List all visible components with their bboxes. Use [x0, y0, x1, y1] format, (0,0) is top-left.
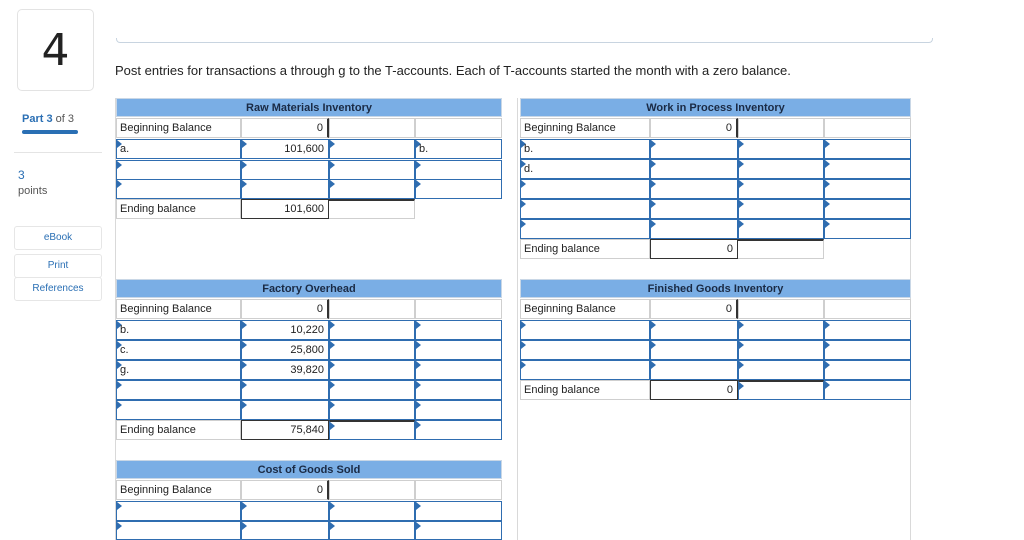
wip-credit-label-input-2[interactable]	[824, 159, 911, 179]
rm-credit-amount-input-3[interactable]	[329, 179, 415, 199]
question-number: 4	[41, 24, 70, 76]
fg-beginning-label: Beginning Balance	[524, 303, 616, 315]
fg-credit-amount-cell	[738, 299, 824, 319]
fo-debit-amount-input-4[interactable]	[241, 380, 329, 400]
rm-debit-label-input-3[interactable]	[116, 179, 241, 199]
wip-row2-label: d.	[524, 163, 534, 175]
cogs-debit-amount-input-1[interactable]	[241, 501, 329, 521]
points-value: 3	[18, 168, 25, 182]
rm-debit-amount-input-2[interactable]	[241, 160, 329, 180]
fo-row3-label: g.	[120, 364, 130, 376]
question-number-box	[17, 9, 94, 91]
fg-ending-label: Ending balance	[524, 384, 600, 396]
fo-beginning-value-cell	[241, 299, 329, 319]
fo-ending-value-cell	[241, 420, 329, 440]
cogs-title: Cost of Goods Sold	[116, 460, 502, 479]
fo-credit-label-input-1[interactable]	[415, 320, 502, 340]
fo-row2-label: c.	[120, 344, 129, 356]
wip-ending-label: Ending balance	[524, 243, 600, 255]
fo-row3-value: 39,820	[290, 364, 324, 376]
wip-debit-amount-input-3[interactable]	[650, 179, 738, 199]
wip-credit-label-input-1[interactable]	[824, 139, 911, 159]
fo-credit-amount-input-1[interactable]	[329, 320, 415, 340]
question-progress-line	[116, 38, 933, 43]
fo-beginning-label: Beginning Balance	[120, 303, 212, 315]
fo-debit-amount-input-1[interactable]	[241, 320, 329, 340]
fg-credit-amount-input-3[interactable]	[738, 360, 824, 380]
fo-beginning-label-cell	[116, 299, 241, 319]
rm-beginning-label-cell	[116, 118, 241, 138]
fg-beginning-value-cell	[650, 299, 738, 319]
fg-beginning-label-cell	[520, 299, 650, 319]
fg-ending-value: 0	[726, 384, 733, 396]
fo-debit-label-input-4[interactable]	[116, 380, 241, 400]
factory-overhead-title: Factory Overhead	[116, 279, 502, 298]
references-button[interactable]: References	[14, 277, 102, 301]
raw-materials-title: Raw Materials Inventory	[116, 98, 502, 117]
wip-credit-amount-cell	[738, 118, 824, 138]
rm-row1-value: 101,600	[284, 143, 324, 155]
fo-credit-amount-cell	[329, 299, 415, 319]
fo-credit-amount-input-5[interactable]	[329, 400, 415, 420]
fo-credit-label-input-4[interactable]	[415, 380, 502, 400]
fg-debit-amount-input-3[interactable]	[650, 360, 738, 380]
rm-credit-label-cell	[415, 118, 502, 138]
fo-debit-label-input-3[interactable]	[116, 360, 241, 380]
wip-debit-label-input-1[interactable]	[520, 139, 650, 159]
rm-ending-credit-cell	[329, 199, 415, 219]
rm-row1-right-label: b.	[419, 143, 429, 155]
instructions-text: Post entries for transactions a through g to the T-accounts. Each of T-accounts started the month with a zero balance.	[115, 63, 791, 78]
rm-credit-amount-cell	[329, 118, 415, 138]
wip-credit-amount-input-1[interactable]	[738, 139, 824, 159]
rm-beginning-label: Beginning Balance	[120, 122, 212, 134]
fo-debit-label-input-5[interactable]	[116, 400, 241, 420]
fg-credit-label-cell	[824, 299, 911, 319]
fg-debit-amount-input-2[interactable]	[650, 340, 738, 360]
fo-ending-label: Ending balance	[120, 424, 196, 436]
rm-debit-label-input-1[interactable]	[116, 139, 241, 159]
fo-row1-value: 10,220	[290, 324, 324, 336]
sidebar-divider	[14, 152, 102, 153]
fg-debit-label-input-3[interactable]	[520, 360, 650, 380]
cogs-debit-label-input-1[interactable]	[116, 501, 241, 521]
wip-ending-label-cell	[520, 239, 650, 259]
wip-credit-label-input-5[interactable]	[824, 219, 911, 239]
panel-border-mid	[517, 98, 518, 540]
fg-ending-credit-input[interactable]	[738, 380, 824, 400]
wip-title: Work in Process Inventory	[520, 98, 911, 117]
fg-debit-amount-input-1[interactable]	[650, 320, 738, 340]
fg-ending-credit-label-input[interactable]	[824, 380, 911, 400]
fo-credit-label-input-3[interactable]	[415, 360, 502, 380]
ebook-button[interactable]: eBook	[14, 226, 102, 250]
wip-credit-amount-input-5[interactable]	[738, 219, 824, 239]
fg-credit-label-input-2[interactable]	[824, 340, 911, 360]
fo-ending-value: 75,840	[290, 424, 324, 436]
cogs-credit-amount-input-2[interactable]	[329, 521, 415, 540]
rm-credit-amount-input-2[interactable]	[329, 160, 415, 180]
wip-debit-label-input-4[interactable]	[520, 199, 650, 219]
fo-row1-label: b.	[120, 324, 130, 336]
cogs-debit-amount-input-2[interactable]	[241, 521, 329, 540]
rm-beginning-value: 0	[316, 122, 323, 134]
fo-ending-credit-input[interactable]	[329, 420, 415, 440]
wip-debit-label-input-3[interactable]	[520, 179, 650, 199]
wip-ending-value: 0	[726, 243, 733, 255]
wip-debit-label-input-5[interactable]	[520, 219, 650, 239]
fo-debit-label-input-1[interactable]	[116, 320, 241, 340]
part-label: Part 3	[22, 113, 53, 125]
fo-credit-amount-input-2[interactable]	[329, 340, 415, 360]
part-indicator	[22, 113, 74, 125]
fg-ending-label-cell	[520, 380, 650, 400]
wip-debit-label-input-2[interactable]	[520, 159, 650, 179]
rm-credit-amount-input-1[interactable]	[329, 139, 415, 159]
cogs-beginning-label-cell	[116, 480, 241, 500]
fg-credit-label-input-1[interactable]	[824, 320, 911, 340]
fo-debit-label-input-2[interactable]	[116, 340, 241, 360]
cogs-credit-label-input-1[interactable]	[415, 501, 502, 521]
wip-ending-value-cell	[650, 239, 738, 259]
fg-credit-amount-input-2[interactable]	[738, 340, 824, 360]
fo-credit-amount-input-4[interactable]	[329, 380, 415, 400]
fo-credit-label-input-5[interactable]	[415, 400, 502, 420]
wip-credit-label-cell	[824, 118, 911, 138]
fo-row2-value: 25,800	[290, 344, 324, 356]
cogs-credit-amount-input-1[interactable]	[329, 501, 415, 521]
fg-debit-label-input-2[interactable]	[520, 340, 650, 360]
wip-beginning-label: Beginning Balance	[524, 122, 616, 134]
wip-beginning-label-cell	[520, 118, 650, 138]
wip-debit-amount-input-4[interactable]	[650, 199, 738, 219]
part-progress-bar	[22, 130, 78, 134]
wip-debit-amount-input-1[interactable]	[650, 139, 738, 159]
cogs-credit-amount-cell	[329, 480, 415, 500]
rm-row1-label: a.	[120, 143, 130, 155]
rm-ending-label-cell	[116, 199, 241, 219]
cogs-beginning-value: 0	[316, 484, 323, 496]
wip-beginning-value-cell	[650, 118, 738, 138]
wip-beginning-value: 0	[725, 122, 732, 134]
cogs-debit-label-input-2[interactable]	[116, 521, 241, 540]
rm-ending-value-cell	[241, 199, 329, 219]
wip-debit-amount-input-5[interactable]	[650, 219, 738, 239]
fg-ending-value-cell	[650, 380, 738, 400]
cogs-beginning-value-cell	[241, 480, 329, 500]
rm-credit-label-input-2[interactable]	[415, 160, 502, 180]
part-of: of 3	[55, 113, 74, 125]
fo-ending-label-cell	[116, 420, 241, 440]
fo-credit-amount-input-3[interactable]	[329, 360, 415, 380]
wip-ending-credit-cell	[738, 239, 824, 259]
rm-ending-label: Ending balance	[120, 203, 196, 215]
fg-beginning-value: 0	[725, 303, 732, 315]
wip-credit-amount-input-4[interactable]	[738, 199, 824, 219]
wip-debit-amount-input-2[interactable]	[650, 159, 738, 179]
wip-credit-amount-input-2[interactable]	[738, 159, 824, 179]
cogs-beginning-label: Beginning Balance	[120, 484, 212, 496]
rm-beginning-value-cell	[241, 118, 329, 138]
rm-credit-label-input-1[interactable]	[415, 139, 502, 159]
cogs-credit-label-cell	[415, 480, 502, 500]
finished-goods-title: Finished Goods Inventory	[520, 279, 911, 298]
wip-credit-amount-input-3[interactable]	[738, 179, 824, 199]
fg-debit-label-input-1[interactable]	[520, 320, 650, 340]
cogs-credit-label-input-2[interactable]	[415, 521, 502, 540]
fo-debit-amount-input-2[interactable]	[241, 340, 329, 360]
fo-debit-amount-input-5[interactable]	[241, 400, 329, 420]
fo-debit-amount-input-3[interactable]	[241, 360, 329, 380]
wip-row1-label: b.	[524, 143, 534, 155]
fo-ending-credit-label-input[interactable]	[415, 420, 502, 440]
rm-ending-value: 101,600	[284, 203, 324, 215]
rm-debit-amount-input-3[interactable]	[241, 179, 329, 199]
fo-credit-label-cell	[415, 299, 502, 319]
fg-credit-label-input-3[interactable]	[824, 360, 911, 380]
fo-beginning-value: 0	[316, 303, 323, 315]
wip-credit-label-input-3[interactable]	[824, 179, 911, 199]
rm-credit-label-input-3[interactable]	[415, 179, 502, 199]
wip-credit-label-input-4[interactable]	[824, 199, 911, 219]
fg-credit-amount-input-1[interactable]	[738, 320, 824, 340]
points-label: points	[18, 185, 48, 197]
fo-credit-label-input-2[interactable]	[415, 340, 502, 360]
rm-debit-label-input-2[interactable]	[116, 160, 241, 180]
rm-debit-amount-input-1[interactable]	[241, 139, 329, 159]
print-button[interactable]: Print	[14, 254, 102, 278]
